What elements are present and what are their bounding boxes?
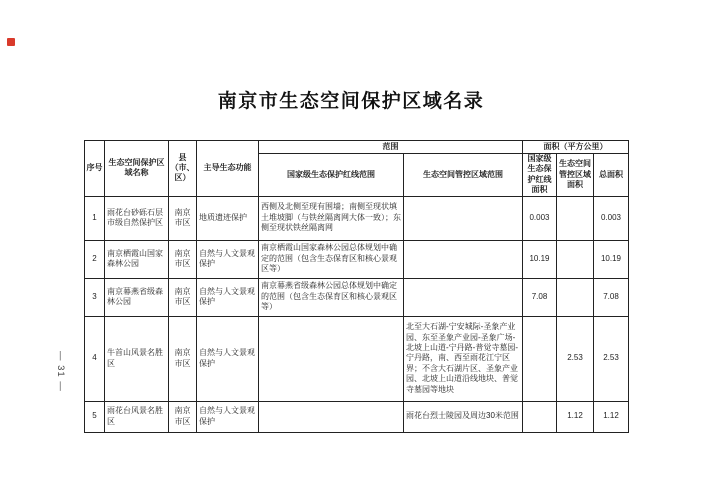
header-control-range: 生态空间管控区域范围 (404, 154, 523, 197)
cell-function: 自然与人文景观保护 (197, 278, 259, 316)
cell-control-range: 北至大石湖-宁安城际-圣象产业园、东至圣象产业园-圣象广场-北坡上山道-宁丹路-普觉寺墓园-宁丹路，南、西至雨花江宁区界；不含大石湖片区、圣象产业园、北坡上山道沿线地块、普觉寺墓园等地块 (404, 316, 523, 401)
cell-control-range: 雨花台烈士陵园及周边30米范围 (404, 401, 523, 432)
cell-district: 南京市区 (169, 401, 197, 432)
cell-control-area (557, 196, 594, 240)
table-row (85, 401, 629, 432)
table-row (85, 316, 629, 401)
cell-redline-area: 0.003 (523, 196, 557, 240)
header-control-area: 生态空间管控区域面积 (557, 154, 594, 197)
header-name: 生态空间保护区域名称 (105, 141, 169, 197)
cell-name: 南京栖霞山国家森林公园 (105, 240, 169, 278)
cell-total-area: 0.003 (594, 196, 629, 240)
cell-total-area: 10.19 (594, 240, 629, 278)
cell-name: 牛首山风景名胜区 (105, 316, 169, 401)
cell-name: 雨花台砂砾石层市级自然保护区 (105, 196, 169, 240)
cell-function: 自然与人文景观保护 (197, 240, 259, 278)
header-redline-area: 国家级生态保护红线面积 (523, 154, 557, 197)
cell-function: 自然与人文景观保护 (197, 316, 259, 401)
cell-redline-range: 西侧及北侧至现有围墙；南侧至现状填土堆坡脚（与铁丝隔离网大体一致）；东侧至现状铁丝隔离网 (259, 196, 404, 240)
cell-control-range (404, 196, 523, 240)
header-total-area: 总面积 (594, 154, 629, 197)
header-district: 县（市、区） (169, 141, 197, 197)
cell-redline-range: 南京栖霞山国家森林公园总体规划中确定的范围（包含生态保育区和核心景观区等） (259, 240, 404, 278)
cell-redline-area: 10.19 (523, 240, 557, 278)
cell-district: 南京市区 (169, 278, 197, 316)
cell-redline-area (523, 401, 557, 432)
cell-control-area (557, 240, 594, 278)
cell-control-area: 2.53 (557, 316, 594, 401)
cell-total-area: 2.53 (594, 316, 629, 401)
cell-index: 4 (85, 316, 105, 401)
cell-control-area (557, 278, 594, 316)
cell-name: 雨花台风景名胜区 (105, 401, 169, 432)
cell-redline-area: 7.08 (523, 278, 557, 316)
cell-index: 2 (85, 240, 105, 278)
red-stamp-mark (7, 38, 15, 46)
cell-function: 地质遗迹保护 (197, 196, 259, 240)
page-title: 南京市生态空间保护区域名录 (217, 91, 485, 112)
header-redline-range: 国家级生态保护红线范围 (259, 154, 404, 197)
header-group-range: 范围 (259, 141, 523, 154)
header-group-area: 面积（平方公里） (523, 141, 629, 154)
protection-area-table (84, 140, 629, 433)
table-header-group-row (85, 141, 629, 154)
cell-control-area: 1.12 (557, 401, 594, 432)
cell-district: 南京市区 (169, 196, 197, 240)
cell-control-range (404, 240, 523, 278)
cell-total-area: 7.08 (594, 278, 629, 316)
table-row (85, 278, 629, 316)
cell-function: 自然与人文景观保护 (197, 401, 259, 432)
cell-control-range (404, 278, 523, 316)
header-index: 序号 (85, 141, 105, 197)
header-function: 主导生态功能 (197, 141, 259, 197)
cell-district: 南京市区 (169, 240, 197, 278)
cell-index: 5 (85, 401, 105, 432)
cell-index: 1 (85, 196, 105, 240)
table-row (85, 196, 629, 240)
cell-name: 南京幕燕省级森林公园 (105, 278, 169, 316)
cell-redline-range: 南京幕燕省级森林公园总体规划中确定的范围（包含生态保育区和核心景观区等） (259, 278, 404, 316)
table-row (85, 240, 629, 278)
cell-district: 南京市区 (169, 316, 197, 401)
cell-index: 3 (85, 278, 105, 316)
cell-redline-area (523, 316, 557, 401)
cell-total-area: 1.12 (594, 401, 629, 432)
cell-redline-range (259, 401, 404, 432)
page-number: — 31 — (55, 351, 66, 392)
cell-redline-range (259, 316, 404, 401)
